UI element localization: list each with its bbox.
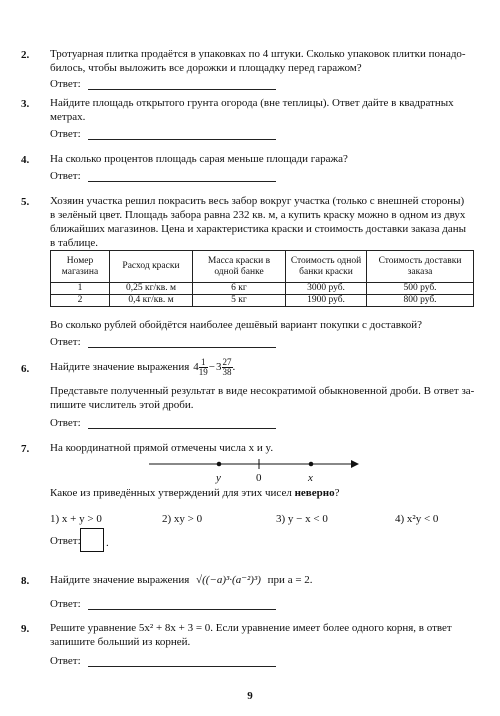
label-y: y [216,472,221,484]
q8-answer-field[interactable] [88,597,276,610]
q7-question-pre: Какое из приведённых утверждений для этих чисел [50,487,295,499]
q6-whole2: 3 [216,361,222,373]
q6-answer-field[interactable] [88,416,276,429]
q8-expression: √((−a)³·(a⁻²)³) [196,574,261,586]
q9-answer-field[interactable] [88,654,276,667]
q7-option-2[interactable]: 2) xy > 0 [162,513,203,525]
q6-line3: пишите числитель этой дроби. [50,399,194,411]
q6-minus: − [208,361,215,373]
q7-option-1[interactable]: 1) x + y > 0 [50,513,102,525]
q6-fraction1 [199,358,208,377]
table-cell: 0,4 кг/кв. м [110,295,193,307]
q6-prefix: Найдите значение выражения [50,361,190,373]
q8-number: 8. [21,575,30,587]
q5-line3: ближайших магазинов. Цена и характеристика краски и стоимость доставки заказа даны [50,223,467,235]
table-header-row [51,251,474,283]
table-cell: 3000 руб. [286,283,367,295]
table-cell: 500 руб. [367,283,474,295]
q6-num2: 27 [222,356,232,367]
q8-text [50,573,475,587]
q5-text [50,194,475,250]
q6-den2: 38 [222,366,232,377]
q5-question: Во сколько рублей обойдётся наиболее дешёвый вариант покупки с доставкой? [50,319,422,331]
point-y [217,462,222,467]
q5-line2: в зелёный цвет. Площадь забора равна 232 кв. м, а купить краску можно в одном из двух [50,209,466,221]
q7-text: На координатной прямой отмечены числа x и y. [50,442,274,454]
table-header-cell: Стоимость доставки заказа [367,251,474,283]
q7-option-4[interactable]: 4) x²y < 0 [395,513,439,525]
q6-line2: Представьте полученный результат в виде несократимой обыкновенной дроби. В ответ за- [50,385,475,397]
table-cell: 0,25 кг/кв. м [110,283,193,295]
q9-answer-label: Ответ: [50,655,81,667]
q9-line2: запишите больший из корней. [50,636,191,648]
table-header-cell: Номер магазина [51,251,110,283]
q4-text: На сколько процентов площадь сарая меньше площади гаража? [50,153,348,165]
q2-number: 2. [21,49,30,61]
q7-question [50,486,475,500]
q6-whole1: 4 [193,361,199,373]
table-cell: 1 [51,283,110,295]
q7-option-3[interactable]: 3) y − x < 0 [276,513,328,525]
q8-suffix: при a = 2. [267,574,313,586]
q6-number: 6. [21,363,30,375]
q7-number: 7. [21,443,30,455]
table-header-cell: Масса краски в одной банке [193,251,286,283]
q9-number: 9. [21,623,30,635]
q5-line1: Хозяин участка решил покрасить весь забор вокруг участка (только с внешней стороны) [50,195,465,207]
q8-answer-label: Ответ: [50,598,81,610]
q8-prefix: Найдите значение выражения [50,574,190,586]
table-cell: 800 руб. [367,295,474,307]
q4-answer-field[interactable] [88,169,276,182]
q4-number: 4. [21,154,30,166]
q2-line2: билось, чтобы выложить все дорожки и площадку перед гаражом? [50,62,362,74]
q3-line1: Найдите площадь открытого грунта огорода (вне теплицы). Ответ дайте в квадратных [50,97,454,109]
q3-answer-field[interactable] [88,127,276,140]
page-number: 9 [247,690,253,702]
point-x [309,462,314,467]
table-cell: 1900 руб. [286,295,367,307]
table-cell: 6 кг [193,283,286,295]
table-cell: 5 кг [193,295,286,307]
q3-text [50,96,475,124]
table-cell: 2 [51,295,110,307]
table-header-cell: Стоимость одной банки краски [286,251,367,283]
q3-number: 3. [21,98,30,110]
q7-answer-label: Ответ: [50,535,81,547]
arrow-right-icon [351,460,359,468]
q3-line2: метрах. [50,111,86,123]
table-header-cell: Расход краски [110,251,193,283]
q7-question-post: ? [334,487,340,499]
q7-answer-box[interactable] [80,528,104,552]
q5-answer-field[interactable] [88,335,276,348]
q2-text [50,47,475,75]
q5-answer-label: Ответ: [50,336,81,348]
q7-question-bold: неверно [294,487,335,499]
q6-fraction2 [222,358,233,377]
q2-answer-label: Ответ: [50,78,81,90]
q6-den1: 19 [198,366,208,377]
paint-price-table [50,250,474,307]
table-row [51,295,474,307]
label-x: x [308,472,313,484]
q4-answer-label: Ответ: [50,170,81,182]
q5-number: 5. [21,196,30,208]
q2-line1: Тротуарная плитка продаётся в упаковках по 4 штуки. Сколько упаковок плитки понадо- [50,48,466,60]
q6-expression-line: Найдите значение выражения 4 $\frac{1}{19}$ − 3 $\frac{27}{38}$ . [50,356,236,377]
q6-text [50,384,475,412]
q3-answer-label: Ответ: [50,128,81,140]
q9-text [50,621,475,649]
table-row [51,283,474,295]
q6-answer-label: Ответ: [50,417,81,429]
q6-num1: 1 [199,358,208,368]
q2-answer-field[interactable] [88,77,276,90]
q9-line1: Решите уравнение 5x² + 8x + 3 = 0. Если уравнение имеет более одного корня, в ответ [50,622,452,634]
label-zero: 0 [256,472,262,484]
number-line [145,455,365,487]
q5-line4: в таблице. [50,237,98,249]
